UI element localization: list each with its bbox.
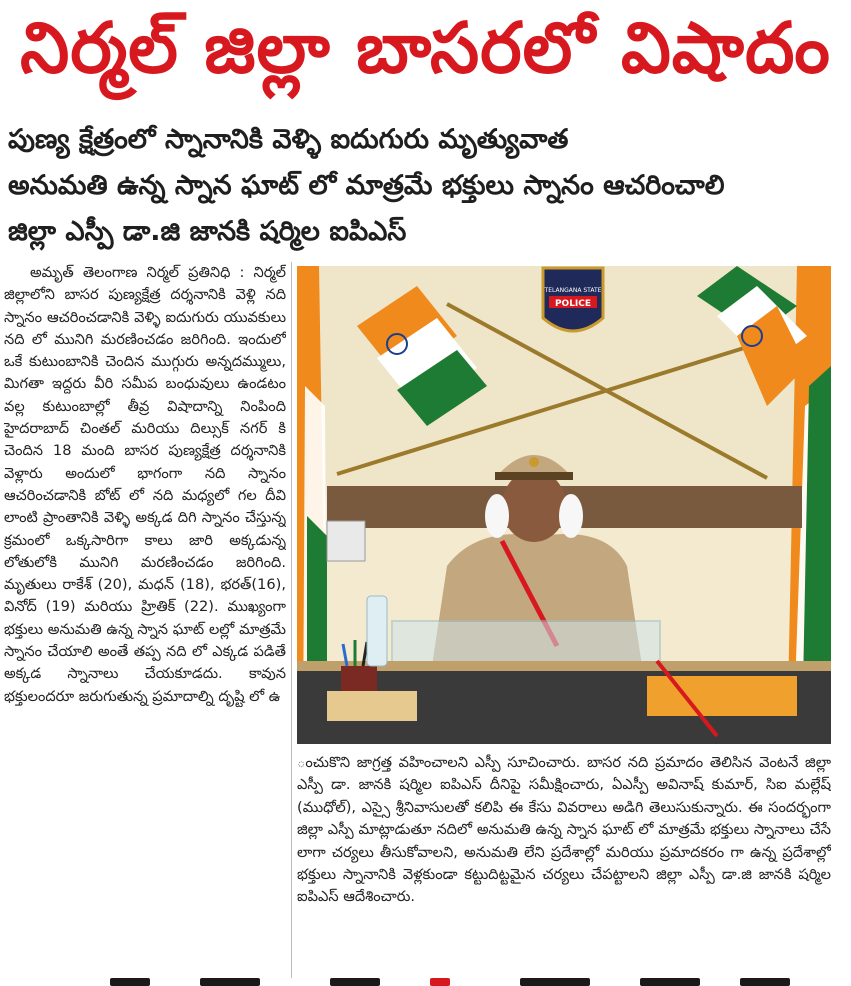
subheading-1: పుణ్య క్షేత్రంలో స్నానానికి వెళ్ళి ఐదుగురు మృత్యువాత <box>8 124 569 155</box>
cutoff-glyph <box>740 978 790 986</box>
article-right-column <box>297 752 831 970</box>
cutoff-glyph <box>520 978 590 986</box>
article-left-column <box>4 262 286 978</box>
cutoff-glyph <box>330 978 380 986</box>
news-photo <box>297 266 831 744</box>
article-right-text: ంచుకొని జాగ్రత్త వహించాలని ఎస్పీ సూచించారు. బాసర నది ప్రమాదం తెలిసిన వెంటనే జిల్లా ఎస్పీ డా. జానకి షర్మిల ఐపిఎస్ దీనిపై సమీక్షించారు, ఏఎస్పీ అవినాష్ కుమార్, సిఐ మల్లేష్ (ముధోల్), ఎస్సై శ్రీనివాసులతో కలిపి ఈ కేసు వివరాలు అడిగి తెలుసుకున్నారు. ఈ సందర్భంగా జిల్లా ఎస్పీ మాట్లాడుతూ నదిలో అనుమతి ఉన్న స్నాన ఘాట్ లో మాత్రమే భక్తులు స్నానాలు చేసే లాగా చర్యలు తీసుకోవాలని, అనుమతి లేని ప్రదేశాల్లో మరియు ప్రమాదకరం గా ఉన్న ప్రదేశాల్లో భక్తులు స్నానానికి వెళ్లకుండా కట్టుదిట్టమైన చర్యలు చేపట్టాలని జిల్లా ఎస్పీ డా.జి జానకి షర్మిల ఐపిఎస్ ఆదేశించారు. <box>297 754 831 906</box>
cutoff-glyph <box>110 978 150 986</box>
cutoff-glyph <box>430 978 450 986</box>
photo-illustration <box>297 266 831 744</box>
next-article-cutoff <box>0 972 851 986</box>
badge-text: POLICE <box>554 299 592 309</box>
cutoff-glyph <box>200 978 260 986</box>
cutoff-glyph <box>640 978 700 986</box>
subheading-2: అనుమతి ఉన్న స్నాన ఘాట్ లో మాత్రమే భక్తులు స్నానం ఆచరించాలి <box>8 170 725 201</box>
column-divider <box>291 262 292 978</box>
subheading-3: జిల్లా ఎస్పీ డా.జి జానకి షర్మిల ఐపిఎస్ <box>8 216 407 247</box>
headline: నిర్మల్ జిల్లా బాసరలో విషాదం <box>20 6 831 89</box>
article-left-text: అమృత్ తెలంగాణ నిర్మల్ ప్రతినిధి : నిర్మల్ జిల్లాలోని బాసర పుణ్యక్షేత్ర దర్శనానికి వెళ్లి నది స్నానం ఆచరించడానికి వెళ్ళి ఐదుగురు యువకులు నది లో మునిగి మరణించడం జరిగింది. ఇందులో ఒకే కుటుంబానికి చెందిన ముగ్గురు అన్నదమ్ములు, మిగతా ఇద్దరు వీరి సమీప బంధువులు ఉండటం వల్ల కుటుంబాల్లో తీవ్ర విషాదాన్ని నింపింది హైదరాబాద్ చింతల్ మరియు దిల్సుక్ నగర్ కి చెందిన 18 మంది బాసర పుణ్యక్షేత్ర దర్శనానికి వెళ్లారు అందులో భాగంగా నది స్నానం ఆచరించడానికి బోట్ లో నది మధ్యలో గల దీవి లాంటి ప్రాంతానికి వెళ్ళి అక్కడ దిగి స్నానం చేస్తున్న క్రమంలో ఒక్కసారిగా కాలు జారి అక్కడున్న లోతులోకి మునిగి మరణించడం జరిగింది. మృతులు రాకేశ్ (20), మధన్ (18), భరత్(16), వినోద్ (19) మరియు హ్రితిక్ (22). ముఖ్యంగా భక్తులు అనుమతి ఉన్న స్నాన ఘాట్ లల్లో మాత్రమే స్నానం చేయాలి అంతే తప్ప నది లో ఎక్కడ పడితే అక్కడ స్నానాలు చేయకూడదు. కావున భక్తులందరూ జరుగుతున్న ప్రమాదాల్ని దృష్టి లో ఉ <box>4 264 286 705</box>
badge-top-text: TELANGANA STATE <box>544 287 602 294</box>
